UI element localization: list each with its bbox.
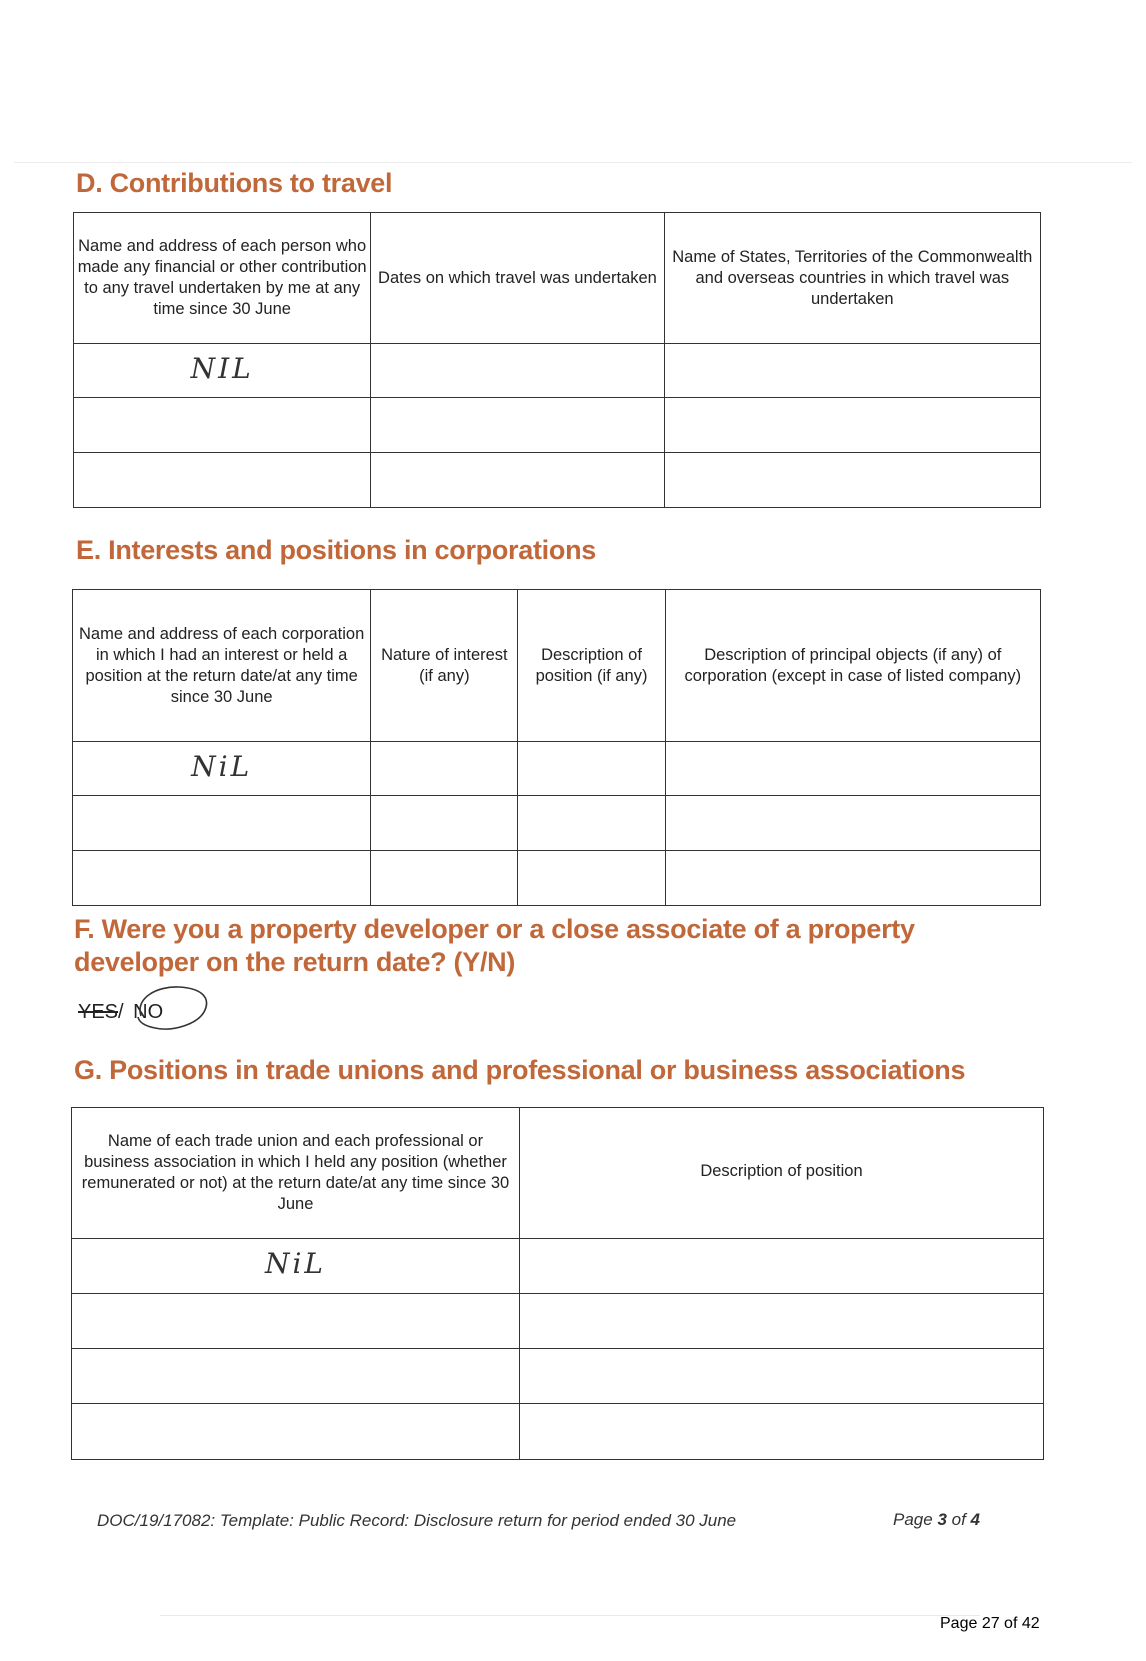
entry-cell[interactable]	[665, 796, 1040, 851]
entry-cell[interactable]	[371, 344, 664, 398]
table-row	[74, 398, 1041, 453]
entry-cell[interactable]	[74, 398, 371, 453]
table-row	[72, 1294, 1044, 1349]
page-total: 4	[970, 1510, 980, 1529]
footer-document-reference: DOC/19/17082: Template: Public Record: Disclosure return for period ended 30 June	[97, 1511, 737, 1530]
table-row	[73, 742, 1041, 796]
table-row	[73, 851, 1041, 906]
entry-cell[interactable]	[520, 1239, 1044, 1294]
handwritten-nil: NiL	[264, 1247, 327, 1280]
handwritten-circle	[133, 982, 213, 1036]
table-row	[72, 1239, 1044, 1294]
page-current: 3	[937, 1510, 947, 1529]
header-position: Description of position (if any)	[518, 590, 665, 742]
header-association: Name of each trade union and each professional or business association in which I held any position (whether remunerated or not) at the return date/at any time since 30 June	[72, 1108, 520, 1239]
table-row	[72, 1349, 1044, 1404]
scan-divider	[14, 162, 1132, 163]
entry-cell[interactable]	[371, 796, 518, 851]
entry-cell[interactable]	[520, 1349, 1044, 1404]
entry-cell[interactable]	[73, 742, 371, 796]
entry-cell[interactable]	[371, 742, 518, 796]
table-row	[74, 344, 1041, 398]
entry-cell[interactable]	[73, 851, 371, 906]
entry-cell[interactable]	[371, 851, 518, 906]
trade-unions-table	[71, 1107, 1044, 1460]
entry-cell[interactable]	[73, 796, 371, 851]
entry-cell[interactable]	[518, 851, 665, 906]
handwritten-nil: NIL	[190, 351, 254, 385]
entry-cell[interactable]	[665, 851, 1040, 906]
entry-cell[interactable]	[371, 398, 664, 453]
handwritten-nil: NiL	[191, 749, 253, 783]
entry-cell[interactable]	[74, 453, 371, 508]
section-e-title: E. Interests and positions in corporations	[76, 535, 596, 565]
answer-separator: /	[118, 1001, 124, 1023]
header-position-description: Description of position	[520, 1108, 1044, 1239]
entry-cell[interactable]	[520, 1294, 1044, 1349]
table-row	[73, 796, 1041, 851]
section-d-title: D. Contributions to travel	[76, 168, 393, 198]
entry-cell[interactable]	[665, 742, 1040, 796]
entry-cell[interactable]	[371, 453, 664, 508]
entry-cell[interactable]	[520, 1404, 1044, 1460]
header-principal-objects: Description of principal objects (if any) of corporation (except in case of listed company)	[665, 590, 1040, 742]
table-row	[74, 453, 1041, 508]
entry-cell[interactable]	[72, 1294, 520, 1349]
page-mid: of	[946, 1510, 971, 1529]
scan-divider	[160, 1615, 980, 1616]
header-travel-dates: Dates on which travel was undertaken	[371, 213, 664, 344]
entry-cell[interactable]	[664, 453, 1040, 508]
footer-page-number	[893, 1510, 980, 1530]
entry-cell[interactable]	[74, 344, 371, 398]
document-page-count: Page 27 of 42	[940, 1615, 1040, 1632]
travel-contributions-table	[73, 212, 1041, 508]
answer-yes-struck: YES	[78, 1001, 119, 1023]
page-prefix: Page	[893, 1510, 938, 1529]
header-travel-destinations: Name of States, Territories of the Commonwealth and overseas countries in which travel was undertaken	[664, 213, 1040, 344]
entry-cell[interactable]	[72, 1404, 520, 1460]
corporations-table	[72, 589, 1041, 906]
entry-cell[interactable]	[664, 344, 1040, 398]
section-f-title-line2: developer on the return date? (Y/N)	[74, 947, 516, 977]
entry-cell[interactable]	[664, 398, 1040, 453]
header-corporation: Name and address of each corporation in which I had an interest or held a position at the return date/at any time since 30 June	[73, 590, 371, 742]
entry-cell[interactable]	[72, 1239, 520, 1294]
answer-no: NO	[133, 1001, 164, 1023]
section-f-title	[74, 913, 915, 979]
header-contributor: Name and address of each person who made any financial or other contribution to any travel undertaken by me at any time since 30 June	[74, 213, 371, 344]
section-f-title-line1: F. Were you a property developer or a close associate of a property	[74, 914, 915, 944]
header-nature-of-interest: Nature of interest (if any)	[371, 590, 518, 742]
section-g-title: G. Positions in trade unions and professional or business associations	[74, 1055, 966, 1085]
table-row	[72, 1404, 1044, 1460]
entry-cell[interactable]	[518, 796, 665, 851]
entry-cell[interactable]	[72, 1349, 520, 1404]
entry-cell[interactable]	[518, 742, 665, 796]
